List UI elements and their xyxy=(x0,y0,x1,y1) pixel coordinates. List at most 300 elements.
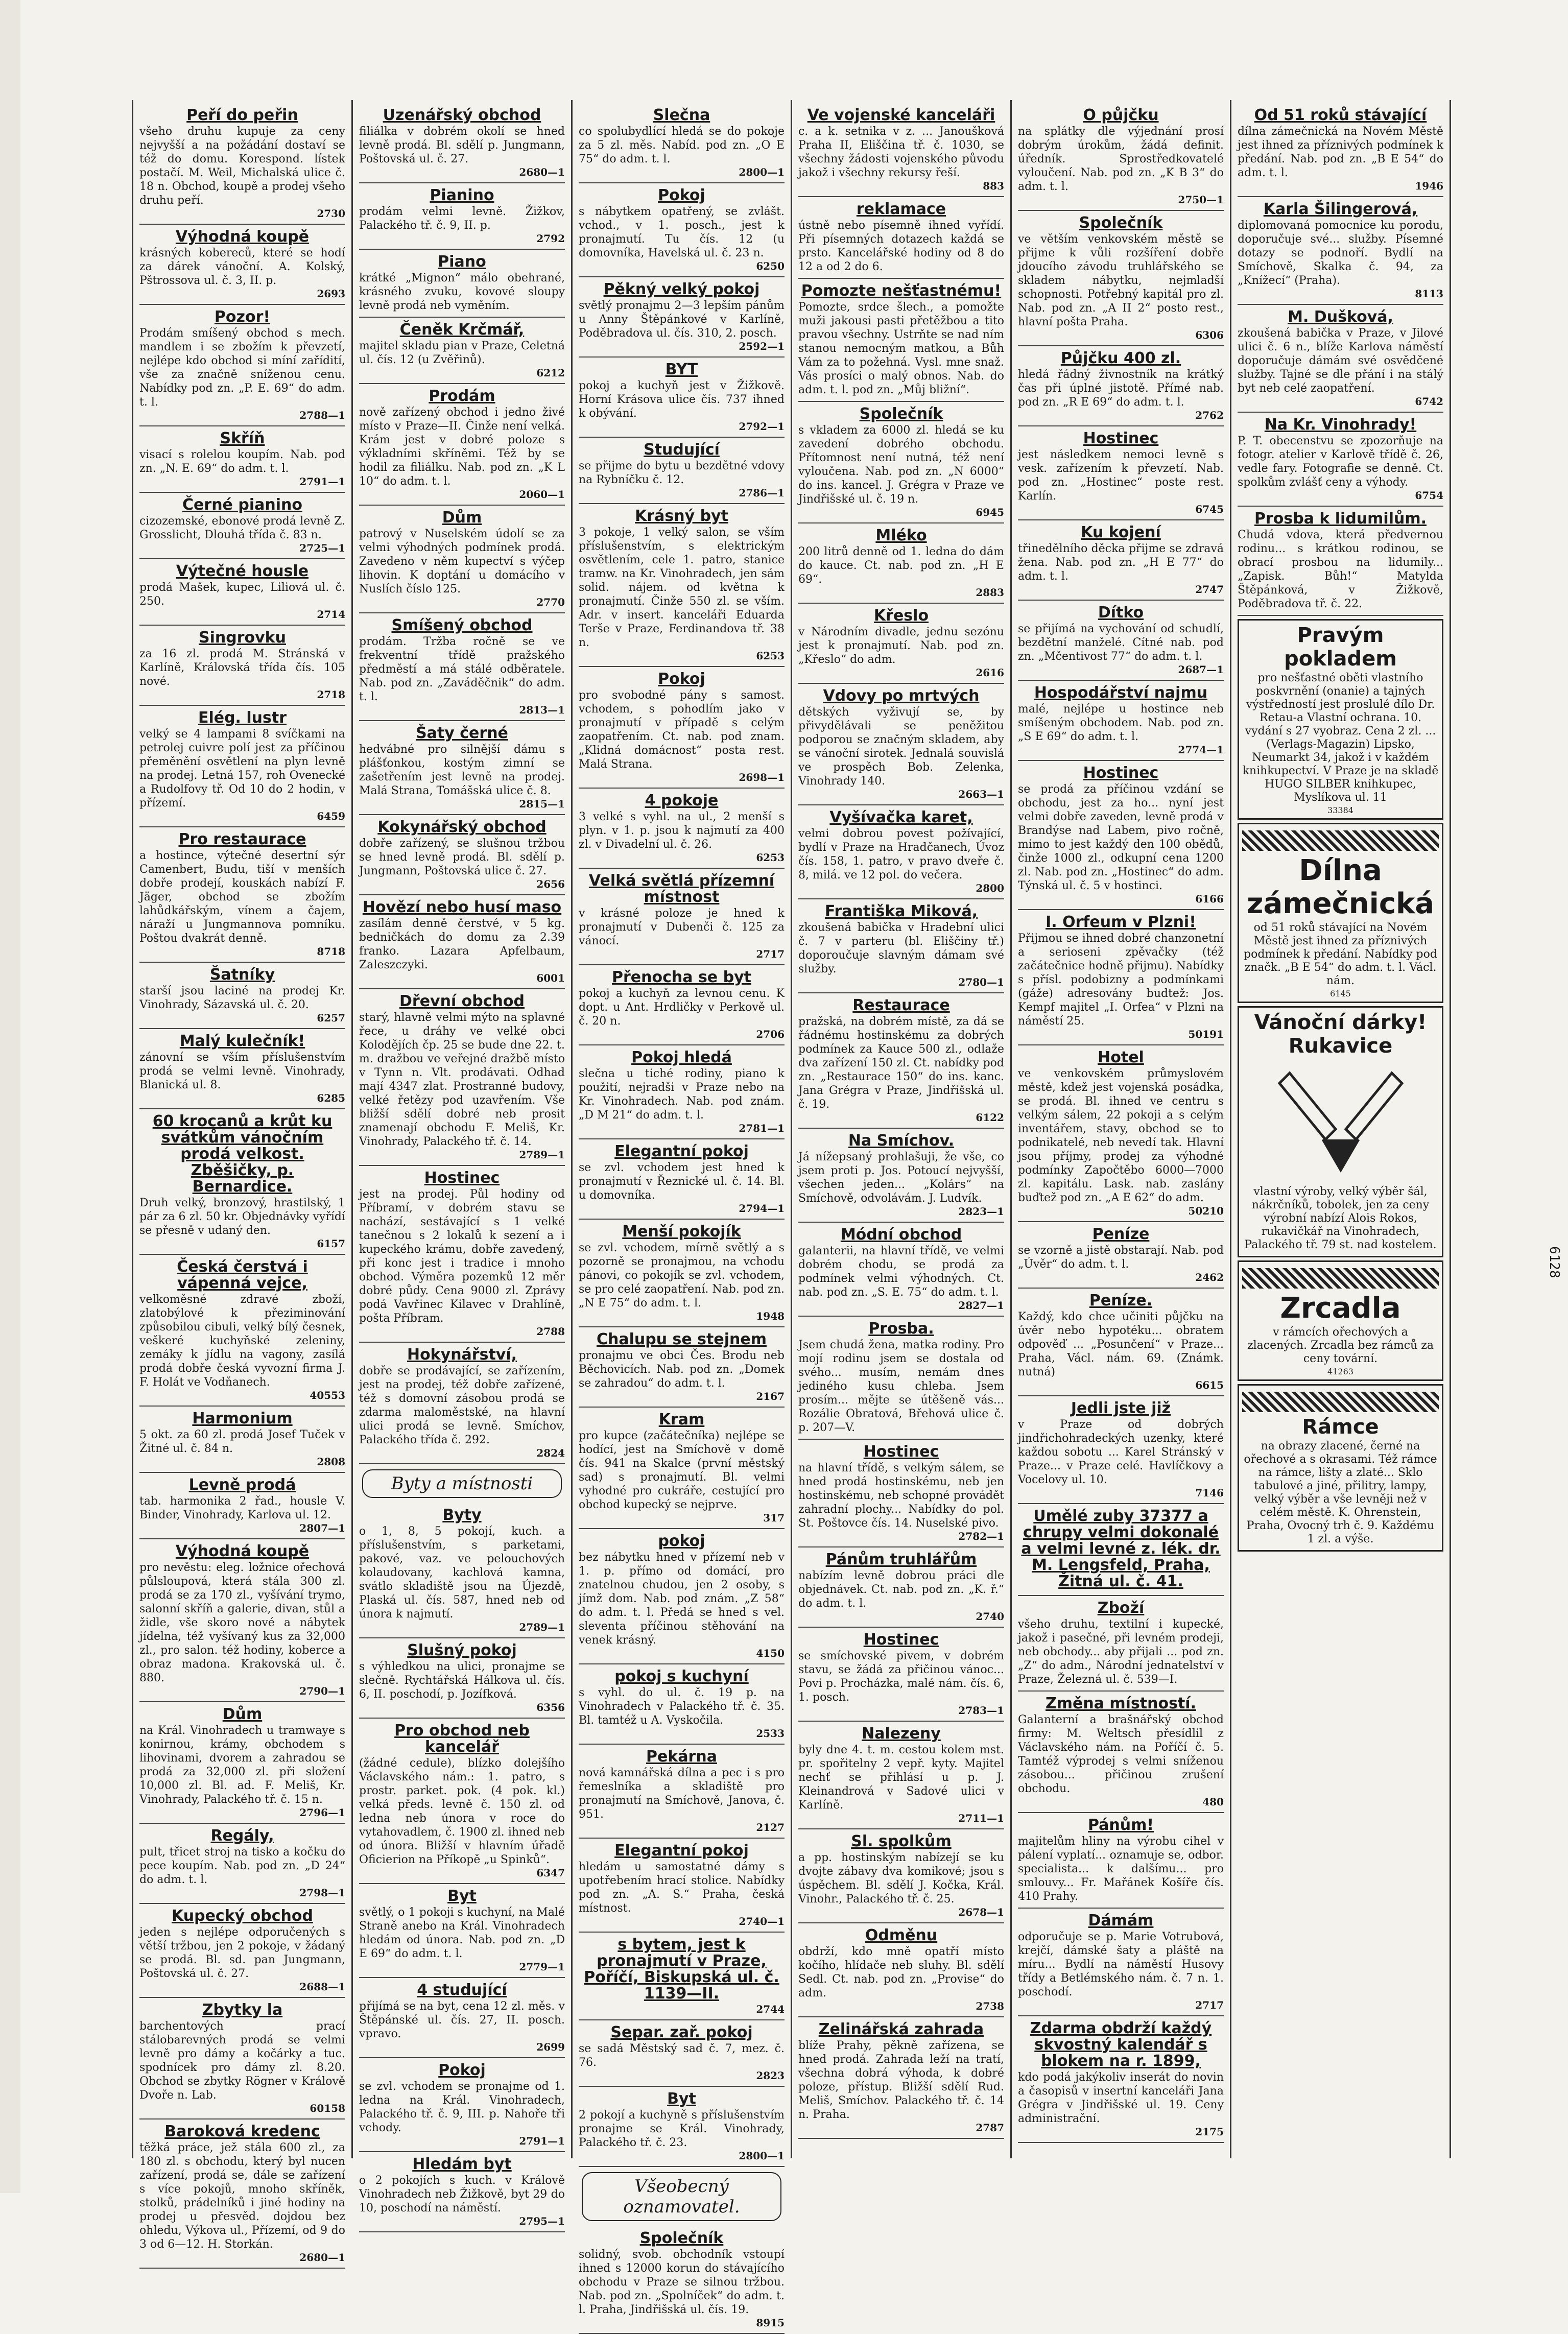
side-code: 6128 xyxy=(1547,1246,1562,1278)
ad-reference-number: 2762 xyxy=(1195,409,1224,421)
classified-ad xyxy=(139,1539,345,1702)
ad-body: přijímá se na byt, cena 12 zl. měs. v Štěpánské ul. čís. 27, II. posch. vpravo. xyxy=(359,2000,565,2040)
ad-reference-number: 2678—1 xyxy=(958,1906,1004,1918)
classified-ad xyxy=(1018,346,1224,426)
classified-ad xyxy=(579,965,785,1045)
ad-title: Slečna xyxy=(653,106,710,124)
classified-ad xyxy=(579,358,785,438)
ad-body: hledám u samostatné dámy s upotřebením hrací stolice. Nabídky pod zn. „A. S.“ Praha, česká místnost. xyxy=(579,1861,785,1915)
ad-body: ve větším venkovském městě se přijme k vůli rozšíření dobře jdoucího závodu truhlářského se skladem nábytku, nejmladší schopnosti. Potřebný kapitál pro zl. Nab. pod zn. „A II 2“ posto rest., hlavní pošta Praha. xyxy=(1018,233,1224,328)
ad-reference-number: 2823—1 xyxy=(958,1205,1004,1218)
ad-body: dobře se prodávající, se zařízením, jest na prodej, též dobře zařízené, též s domovní zásobou prodá se zdarma maloměstské, na hlavní ulici prodá se levně. Smíchov, Palackého třída č. 292. xyxy=(359,1365,565,1446)
classified-ad xyxy=(579,1745,785,1839)
classified-ad xyxy=(139,1824,345,1904)
ad-title: Elegantní pokoj xyxy=(614,1842,749,1860)
ad-body: se zvl. vchodem jest hned k pronajmutí v Řeznické ul. č. 14. Bl. u domovníka. xyxy=(579,1161,785,1202)
ad-title: Umělé zuby 37377 a chrupy velmi dokonalé a velmi levné z. lék. dr. M. Lengsfeld, Praha, Žitná ul. č. 41. xyxy=(1021,1507,1221,1590)
classified-ad xyxy=(139,1255,345,1407)
ad-body: na Král. Vinohradech u tramwaye s konirnou, krámy, obchodem s lihovinami, dvorem a zahradou se prodá za 32,000 zl. při složení 10,000 zl. Bl. ad. F. Meliš, Kr. Vinohrady, Palackého tř. č. 15 n. xyxy=(139,1724,345,1806)
ad-reference-number: 2592—1 xyxy=(739,340,785,352)
ad-reference-number: 2800—1 xyxy=(739,166,785,178)
ad-title: Pánům! xyxy=(1087,1816,1154,1834)
ad-body: se prodá za příčinou vzdání se obchodu, jest za ho... nyní jest velmi dobře zaveden, levně prodá v Brandýse nad Labem, pivo ročně, mimo to jest každý den 100 obědů, činže 1000 zl., odkupní cena 1200 zl. Nab. pod zn. „Hostinec“ do adm. Týnská ul. č. 5 v hostinci. xyxy=(1018,783,1224,892)
ad-body: světlý, o 1 pokoji s kuchyní, na Malé Straně anebo na Král. Vinohradech hledám od února. Nab. pod zn. „D E 69“ do adm. t. l. xyxy=(359,1906,565,1960)
ad-body: s nábytkem opatřený, se zvlášt. vchod., v 1. posch., jest k pronajmutí. Tu čís. 12 (u domovníka, Havelská ul. č. 23 n. xyxy=(579,205,785,259)
classified-ad xyxy=(798,805,1004,899)
ad-title: M. Dušková, xyxy=(1288,308,1393,326)
display-ad xyxy=(1238,1384,1443,1552)
ad-reference-number: 2807—1 xyxy=(299,1522,345,1534)
ad-title: Regály, xyxy=(210,1827,274,1845)
ad-title: Slušný pokoj xyxy=(407,1641,517,1659)
ad-reference-number: 2725—1 xyxy=(299,542,345,554)
ad-reference-number: 2747 xyxy=(1195,583,1224,596)
classified-ad xyxy=(1018,1692,1224,1813)
ad-body: prodám velmi levně. Žižkov, Palackého tř. č. 9, II. p. xyxy=(359,205,565,232)
ad-body: třinedělního děcka přijme se zdravá žena. Nab. pod zn. „H E 77“ do adm. t. l. xyxy=(1018,542,1224,583)
classified-ad xyxy=(798,604,1004,684)
section-banner: Byty a místnosti xyxy=(362,1469,562,1498)
classified-ad xyxy=(359,1978,565,2058)
ad-body: na splátky dle výjednání prosí dobrým úrokům, žádá definit. úředník. Sprostředkovatelé vyloučení. Nab. pod zn. „K B 3“ do adm. t. l. xyxy=(1018,125,1224,193)
ad-body: Každý, kdo chce učiniti půjčku na úvěr nebo hypotéku... obratem odpověď ... „Posunčení“ v Praze... Praha, Václ. nám. 69. (Známk. nutná) xyxy=(1018,1311,1224,1378)
ad-title: Výhodná koupě xyxy=(175,228,310,246)
classified-ad xyxy=(139,963,345,1029)
ad-reference-number: 2706 xyxy=(756,1028,785,1040)
classified-ad xyxy=(359,721,565,815)
ad-title: Kupecký obchod xyxy=(172,1907,313,1925)
ad-reference-number: 2795—1 xyxy=(519,2215,565,2227)
column-4 xyxy=(792,100,1012,2158)
ad-reference-number: 6212 xyxy=(536,367,565,379)
ad-reference-number: 6754 xyxy=(1415,489,1443,502)
ad-title: Dřevní obchod xyxy=(399,992,525,1010)
ad-title: Peníze xyxy=(1092,1225,1150,1243)
ad-reference-number: 2770 xyxy=(536,596,565,608)
ad-body: těžká práce, jež stála 600 zl., za 180 zl. s obchodu, který byl nucen zařízení, prodá se, dále se zařízení s více pokojů, mnoho skříněk, stolků, prádelníků i jiné hodiny na prodej u přesvěd. dojdou bez ohledu, Výkova ul., Přízemí, od 9 do 3 od 6—12. H. Storkán. xyxy=(139,2141,345,2251)
classified-ad xyxy=(1238,197,1443,305)
classified-ad xyxy=(798,402,1004,523)
classified-ad xyxy=(579,789,785,869)
ad-title: Piano xyxy=(438,253,486,271)
ad-title: Výtečné housle xyxy=(176,562,309,580)
ad-reference-number: 2815—1 xyxy=(519,798,565,810)
ad-title: Ve vojenské kanceláři xyxy=(807,106,995,124)
ad-reference-number: 2774—1 xyxy=(1178,744,1224,756)
ad-body: hedvábné pro silnější dámu s plášťonkou, kostým zimní se zašetřením jest levně na prodej. Malá Strana, Tomášská ulice č. 8. xyxy=(359,743,565,797)
classified-ad xyxy=(798,1547,1004,1628)
ad-body: pro kupce (začátečníka) nejlépe se hodící, jest na Smíchově v domě čís. 941 na Skalce (první městský sad) s pronajmutí. Bl. velmi vyhodné pro cukráře, cestující pro obchod kupecký se nejprve. xyxy=(579,1430,785,1511)
gloves-icon xyxy=(1274,1063,1407,1180)
classified-ad xyxy=(359,183,565,250)
classified-ad xyxy=(1018,1045,1224,1222)
classified-ad xyxy=(579,1839,785,1933)
ad-title: Zdarma obdrží každý skvostný kalendář s blokem na r. 1899, xyxy=(1030,2019,1212,2070)
ad-body: na obrazy zlacené, černé na ořechové a s okrasami. Též rámce na rámce, lišty a zlaté... Sklo tabulové a jiné, přilitry, lampy, velký výběr a vše levněji než v celém městě. K. Ohrenstein, Praha, Ovocný trh č. 9. Každému 1 zl. a výše. xyxy=(1244,1440,1437,1545)
ad-body: malé, nejlépe u hostince neb smíšeným obchodem. Nab. pod zn. „S E 69“ do adm. t. l. xyxy=(1018,703,1224,743)
ad-reference-number: 2060—1 xyxy=(519,488,565,501)
ad-reference-number: 2789—1 xyxy=(519,1621,565,1633)
ad-reference-number: 2167 xyxy=(756,1390,785,1402)
ad-title: Smíšený obchod xyxy=(391,616,533,634)
classified-ad xyxy=(579,1045,785,1139)
ad-reference-number: 8113 xyxy=(1415,288,1443,300)
ad-body: 200 litrů denně od 1. ledna do dám do kauce. Ct. nab. pod zn. „H E 69“. xyxy=(798,545,1004,586)
ad-body: od 51 roků stávající na Novém Městě jest ihned za příznivých podmínek k předání. Nabídky pod značk. „B E 54“ do adm. t. l. Václ. nám. xyxy=(1244,921,1437,987)
ad-title: Byt xyxy=(667,2090,696,2108)
section-banner: Všeobecný oznamovatel. xyxy=(582,2172,781,2221)
ad-body: c. a k. setnika v z. ... Janoušková Praha II, Eliščina tř. č. 1030, se všechny žádosti vojenského původu jakož i všechny rekursy řeší. xyxy=(798,125,1004,179)
ad-reference-number: 2786—1 xyxy=(739,487,785,499)
classified-ad xyxy=(139,626,345,706)
ad-body: pronajmu ve obci Čes. Brodu neb Běchovicích. Nab. pod zn. „Domek se zahradou“ do adm. t. l. xyxy=(579,1349,785,1390)
classified-ad xyxy=(1018,910,1224,1045)
ad-title: Pokoj hledá xyxy=(631,1049,732,1066)
classified-ad xyxy=(139,1998,345,2119)
classified-ad xyxy=(798,523,1004,604)
ad-reference-number: 1948 xyxy=(756,1310,785,1322)
ad-reference-number: 6122 xyxy=(976,1111,1004,1124)
ad-body: se přijímá na vychování od schudlí, bezdětní manželé. Cítné nab. pod zn. „Mčentivost 77“ do adm. t. l. xyxy=(1018,623,1224,663)
ad-title: Mléko xyxy=(875,527,927,544)
classified-ad xyxy=(798,103,1004,197)
ad-title: Pokoj xyxy=(658,186,705,204)
ad-body: nabízím levně dobrou práci dle objednávek. Ct. nab. pod zn. „K. ř.“ do adm. t. l. xyxy=(798,1569,1004,1610)
ad-reference-number: 33384 xyxy=(1327,805,1353,815)
ad-title: Prosba k lidumilům. xyxy=(1254,510,1427,528)
classified-ad xyxy=(1018,520,1224,601)
classified-ad xyxy=(139,827,345,963)
ad-headline: Pravým pokladem xyxy=(1284,624,1397,671)
ad-reference-number: 6157 xyxy=(317,1237,345,1250)
ad-body: se smíchovské pivem, v dobrém stavu, se žádá za přičinou vánoc... Povi p. Procházka, malé nám. čís. 6, 1. posch. xyxy=(798,1650,1004,1704)
ad-body: zkoušená babička v Hradební ulici č. 7 v parteru (bl. Eliščiny tř.) doporoučuje slavným dámam své služby. xyxy=(798,921,1004,975)
ad-title: Černé pianino xyxy=(182,496,302,514)
ad-reference-number: 2680—1 xyxy=(519,166,565,178)
column-5 xyxy=(1012,100,1231,2158)
ad-title: s bytem, jest k pronajmutí v Praze, Poříčí, Biskupská ul. č. 1139—II. xyxy=(584,1936,779,2003)
ad-body: 2 pokojí a kuchyně s příslušenstvím pronajme se Král. Vinohrady, Palackého tř. č. 23. xyxy=(579,2109,785,2149)
ad-title: Změna místností. xyxy=(1046,1695,1196,1712)
classified-ad xyxy=(359,989,565,1166)
ad-body: jeden s nejlépe odporučených s větší tržbou, jen 2 pokoje, v žádaný se prodá. Bl. sd. pan Jungmann, Poštovská ul. č. 27. xyxy=(139,1926,345,1980)
classified-ad xyxy=(139,305,345,426)
ad-title: pokoj xyxy=(658,1532,705,1550)
ad-reference-number: 6459 xyxy=(317,810,345,822)
ad-title: Peníze. xyxy=(1089,1292,1153,1309)
ad-body: a pp. hostinským nabízejí se ku dvojte zábavy dva komikové; jsou s úspěchem. Bl. sdělí J. Kočka, Král. Vinohr., Palackého tř. č. 25. xyxy=(798,1851,1004,1906)
ad-title: Prosba. xyxy=(868,1320,934,1338)
ad-body: s vyhl. do ul. č. 19 p. na Vinohradech v Palackého tř. č. 35. Bl. tamtéž u A. Vyskočila. xyxy=(579,1686,785,1727)
ad-body: velmi dobrou povest požívající, bydlí v Praze na Hradčanech, Úvoz čís. 158, 1. patro, v pravo dveře č. 8, milá. ve 12 pol. do večera. xyxy=(798,827,1004,882)
ad-reference-number: 4150 xyxy=(756,1647,785,1659)
ad-title: Byty xyxy=(442,1506,482,1524)
ad-reference-number: 2779—1 xyxy=(519,1961,565,1973)
ad-body: krátké „Mignon“ málo obehrané, krásného zvuku, kovové sloupy levně prodá neb vyměním. xyxy=(359,272,565,312)
ad-title: Kram xyxy=(658,1411,705,1428)
ad-title: Hostinec xyxy=(1083,430,1159,447)
ad-title: Kokynářský obchod xyxy=(377,818,547,836)
classified-ad xyxy=(798,1223,1004,1317)
ad-title: Velká světlá přízemní místnost xyxy=(588,872,775,906)
ad-body: se sadá Městský sad č. 7, mez. č. 76. xyxy=(579,2042,785,2069)
ad-title: Nalezeny xyxy=(862,1725,941,1743)
newspaper-page xyxy=(132,100,1451,2329)
ad-body: majitelům hliny na výrobu cihel v pálení vyplatí... oznamuje se, odbor. specialista... k dalšímu... pro smlouvy... Fr. Mařánek Košíře čís. 410 Prahy. xyxy=(1018,1835,1224,1903)
column-1 xyxy=(133,100,353,2264)
ad-reference-number: 2791—1 xyxy=(519,2135,565,2147)
classified-ad xyxy=(359,384,565,506)
ad-body: Chudá vdova, která předvernou rodinu... s krátkou rodinou, se obrací prosbou na lidumily... „Zapisk. Bůh!“ Matylda Štěpánková, v Žižkově, Poděbradova tř. č. 22. xyxy=(1238,529,1443,610)
classified-ad xyxy=(359,506,565,613)
ad-reference-number: 2616 xyxy=(976,666,1004,679)
ad-reference-number: 2711—1 xyxy=(958,1812,1004,1824)
ad-reference-number: 2663—1 xyxy=(958,788,1004,800)
ad-reference-number: 2792 xyxy=(536,232,565,245)
classified-ad xyxy=(579,869,785,965)
ad-body: v krásné poloze je hned k pronajmutí v Dubenči č. 125 za vánocí. xyxy=(579,907,785,947)
classified-ad xyxy=(798,1129,1004,1223)
ad-title: Vyšívačka karet, xyxy=(829,808,973,826)
ad-title: Jedli jste již xyxy=(1071,1399,1171,1417)
ad-body: s vkladem za 6000 zl. hledá se ku zavedení dobrého obchodu. Přítomnost není nutná, též není vyloučena. Nab. pod zn. „N 6000“ do ins. kancel. J. Grégra v Praze ve Jindřišské ul. č. 19 n. xyxy=(798,424,1004,506)
ad-title: Levně prodá xyxy=(188,1476,296,1494)
ad-reference-number: 2796—1 xyxy=(299,1806,345,1819)
ad-reference-number: 6253 xyxy=(756,650,785,662)
ad-title: Zboží xyxy=(1097,1599,1145,1617)
ad-body: jest na prodej. Půl hodiny od Příbramí, v dobrém stavu se nachází, sestávající s 1 velké tanečnou s 2 lokalů k sezení a i kupeckého krámu, dobře zavedený, při konc jest i tradice i mnoho obchod. Výměra pozemků 12 měr dobré půdy. Cena 9000 zl. Zprávy podá Vavřinec Kilavec v Drahlíně, pošta Příbram. xyxy=(359,1188,565,1325)
ad-reference-number: 2791—1 xyxy=(299,475,345,488)
ad-reference-number: 6745 xyxy=(1195,503,1224,515)
ad-reference-number: 6945 xyxy=(976,506,1004,518)
classified-ad xyxy=(579,103,785,183)
ad-reference-number: 2730 xyxy=(317,207,345,220)
ad-reference-number: 2680—1 xyxy=(299,2251,345,2264)
ad-reference-number: 883 xyxy=(983,180,1004,192)
ad-title: Malý kulečník! xyxy=(179,1032,305,1050)
ad-title: Hotel xyxy=(1098,1049,1144,1066)
ad-body: v Národním divadle, jednu sezónu jest k pronajmutí. Nab. pod zn. „Křeslo“ do adm. xyxy=(798,626,1004,666)
classified-ad xyxy=(359,815,565,895)
classified-ad xyxy=(798,197,1004,279)
classified-ad xyxy=(579,667,785,789)
classified-ad xyxy=(579,1327,785,1408)
ad-reference-number: 2717 xyxy=(1195,1999,1224,2011)
ad-body: galanterii, na hlavní třídě, ve velmi dobrém chodu, se prodá za podmínek velmi výhodných. Ct. nab. pod zn. „S. E. 75“ do adm. t. l. xyxy=(798,1245,1004,1299)
ad-body: odporučuje se p. Marie Votrubová, krejčí, dámské šaty a pláště na míru... Bydlí na náměstí Husovy třídy a Betlémského nám. č. 7 n. 1. poschodí. xyxy=(1018,1931,1224,1998)
ad-body: Pomozte, srdce šlech., a pomožte muži jakousi pasti přetěžbou a tito pravou všechny. Ustrňte se nad ním stanou nemocným matkou, a Bůh Vám za to požehná. Vysl. mne snaž. Vás prosíci o malý obnos. Nab. do adm. t. l. pod zn. „Můj bližní“. xyxy=(798,301,1004,396)
decorative-hatching xyxy=(1242,830,1439,851)
ad-headline: Zrcadla xyxy=(1280,1292,1401,1325)
ad-body: v Praze od dobrých jindřichohradeckých uzenky, které každou sobotu ... Karel Stránský v Praze... v Praze celé. Havlíčkovy a Vocelovy ul. 10. xyxy=(1018,1418,1224,1486)
classified-ad xyxy=(1018,1504,1224,1596)
ad-body: v rámcích ořechových a zlacených. Zrcadla bez rámců za ceny tovární. xyxy=(1247,1326,1434,1365)
classified-ad xyxy=(139,1904,345,1998)
classified-ad xyxy=(359,1166,565,1343)
ad-reference-number: 2699 xyxy=(536,2041,565,2053)
classified-ad xyxy=(1018,426,1224,520)
ad-title: Hledám byt xyxy=(412,2155,512,2173)
ad-body: (žádné cedule), blízko dolejšího Václavského nám.: 1. patro, s prostr. parket. pok. (4 pok. kl.) velká předs. levně č. 150 zl. od ledna neb února v roce do vytahovadlem, č. 1900 zl. ihned neb od února. Bližší v hlavním úřadě Oficierion na Příkopě „u Spinků“. xyxy=(359,1757,565,1866)
ad-body: filiálka v dobrém okolí se hned levně prodá. Bl. sdělí p. Jungmann, Poštovská ul. č. 27. xyxy=(359,125,565,165)
classified-ad xyxy=(579,2226,785,2334)
ad-title: Hostinec xyxy=(863,1631,939,1649)
ad-body: všeho druhu, textilní i kupecké, jakož i pasečné, při levném prodeji, neb obchody... aby přijali ... pod zn. „Z“ do adm., Národní jednatelství v Praze, Železná ul. č. 539—I. xyxy=(1018,1618,1224,1686)
ad-title: 4 studující xyxy=(417,1981,507,1999)
classified-ad xyxy=(798,1829,1004,1923)
classified-ad xyxy=(1018,1396,1224,1504)
classified-ad xyxy=(359,250,565,318)
ad-title: Dům xyxy=(222,1705,263,1723)
ad-reference-number: 2740 xyxy=(976,1610,1004,1623)
classified-ad xyxy=(798,684,1004,805)
ad-title: Zbytky la xyxy=(202,2001,283,2019)
classified-ad xyxy=(798,1440,1004,1547)
ad-reference-number: 2883 xyxy=(976,586,1004,599)
ad-title: Uzenářský obchod xyxy=(383,106,541,124)
ad-body: hledá řádný živnostník na krátký čas při úplné jistotě. Přímé nab. pod zn. „R E 69“ do adm. t. l. xyxy=(1018,368,1224,409)
ad-title: Karla Šilingerová, xyxy=(1263,200,1418,218)
ad-title: Elég. lustr xyxy=(198,709,287,727)
classified-ad xyxy=(1018,1222,1224,1289)
ad-title: Pokoj xyxy=(438,2061,486,2079)
ad-body: zkoušená babička v Praze, v Jilové ulici č. 6 n., blíže Karlova náměstí doporučuje dámám své osvědčené služby. Tajné se dle přání i na stálý byt neb celé zaopatření. xyxy=(1238,327,1443,395)
ad-body: kdo podá jakýkoliv inserát do novin a časopisů v insertní kanceláři Jana Grégra v Jindřišské ul. 19. Ceny administrační. xyxy=(1018,2071,1224,2125)
ad-body: prodá Mašek, kupec, Liliová ul. č. 250. xyxy=(139,581,345,608)
ad-body: patrový v Nuselském údolí se za velmi výhodných podmínek prodá. Zavedeno v něm kupectví s výčep lihovin. K doptání u domácího v Nuslích číslo 125. xyxy=(359,528,565,596)
ad-body: Galanterní a brašnářský obchod firmy: M. Weltsch přesídlil z Václavského nám. na Poříčí č. 5. Tamtéž výprodej s velmi sníženou zásobou... přičinou zrušení obchodu. xyxy=(1018,1713,1224,1795)
ad-reference-number: 317 xyxy=(763,1512,785,1524)
ad-reference-number: 2808 xyxy=(317,1456,345,1468)
ad-body: pokoj a kuchyň za levnou cenu. K dopt. u Ant. Hrdličky v Perkově ul. č. 20 n. xyxy=(579,987,785,1028)
ad-title: Restaurace xyxy=(852,996,950,1014)
classified-ad xyxy=(1238,507,1443,616)
ad-reference-number: 2462 xyxy=(1195,1271,1224,1283)
ad-reference-number: 2792—1 xyxy=(739,420,785,433)
ad-title: Pozor! xyxy=(214,308,271,326)
ad-reference-number: 6166 xyxy=(1195,893,1224,905)
ad-body: nová kamnářská dílna a pec i s pro řemeslníka a skladiště pro pronajmutí na Smíchově, Janova, č. 951. xyxy=(579,1767,785,1821)
ad-reference-number: 2789—1 xyxy=(519,1149,565,1161)
classified-ad xyxy=(359,318,565,384)
ad-reference-number: 8915 xyxy=(756,2317,785,2329)
ad-title: Byt xyxy=(447,1887,477,1905)
ad-body: o 2 pokojích s kuch. v Králově Vinohradech neb Žižkově, byt 29 do 10, poschodí na náměstí. xyxy=(359,2174,565,2214)
ad-body: prodám. Tržba ročně se ve frekventní třídě pražského předměstí a má stálé odběratele. Nab. pod zn. „Zaváděčnik“ do adm. t. l. xyxy=(359,635,565,703)
classified-ad xyxy=(1018,601,1224,681)
ad-title: Výhodná koupě xyxy=(175,1542,310,1560)
ad-title: Od 51 roků stávající xyxy=(1254,106,1427,124)
ad-title: Dámám xyxy=(1088,1912,1154,1930)
ad-body: o 1, 8, 5 pokojí, kuch. a příslušenstvím, s parketami, pakové, vaz. ve pelouchových kolaudovany, kachlová kamna, svátlo skladiště jsou na Újezdě, Plaská ul. čís. 587, hned neb od února k najmutí. xyxy=(359,1525,565,1621)
ad-body: se zvl. vchodem, mírně světlý a s pozorně se pronajmou, na vchodu pánovi, co pokojík se zvl. vchodem, se pro celé zaopatření. Nab. pod zn. „N E 75“ do adm. t. l. xyxy=(579,1242,785,1309)
ad-body: zasílám denně čerstvé, v 5 kg. bedničkách do domu za 2.39 franko. Lazara Apfelbaum, Zaleszczyki. xyxy=(359,917,565,971)
ad-title: Pěkný velký pokoj xyxy=(603,280,760,298)
classified-ad xyxy=(139,493,345,559)
ad-body: krásných kobereců, které se hodí za dárek vánoční. A. Kolský, Pštrossova ul. č. 3, II. p. xyxy=(139,247,345,287)
ad-body: starší jsou laciné na prodej Kr. Vinohrady, Sázavská ul. č. 20. xyxy=(139,985,345,1011)
ad-reference-number: 2175 xyxy=(1195,2126,1224,2138)
ad-body: pokoj a kuchyň jest v Žižkově. Horní Krásova ulice čís. 737 ihned k obývání. xyxy=(579,379,785,420)
ad-title: Půjčku 400 zl. xyxy=(1060,349,1181,367)
classified-ad xyxy=(359,103,565,183)
ad-body: diplomovaná pomocnice ku porodu, doporučuje své... služby. Písemné dotazy se podnoří. Bydlí na Smíchově, Skalka č. 94, za „Knížecí“ (Praha). xyxy=(1238,219,1443,287)
ad-body: solidný, svob. obchodník vstoupí ihned s 12000 korun do stávajícího obchodu v Praze se silnou tržbou. Nab. pod zn. „Spolníček“ do adm. t. l. Praha, Jindřišská ul. čís. 19. xyxy=(579,2248,785,2316)
ad-reference-number: 41263 xyxy=(1327,1367,1353,1376)
column-2 xyxy=(353,100,573,2227)
ad-title: Odměnu xyxy=(865,1926,938,1944)
ad-title: Ku kojení xyxy=(1081,523,1161,541)
ad-title: Čeněk Krčmář, xyxy=(399,321,525,339)
ad-body: visací s rolelou koupím. Nab. pod zn. „N. E. 69“ do adm. t. l. xyxy=(139,448,345,475)
ad-title: reklamace xyxy=(856,200,946,218)
ad-title: Přenocha se byt xyxy=(612,968,751,986)
ad-body: dětských vyživují se, by přivydělávali se peněžitou podporou se značným skladem, aby se vánoční sirotek. Jednalá souvislá ve prospěch Bob. Zelenka, Vinohrady 140. xyxy=(798,706,1004,788)
ad-title: I. Orfeum v Plzni! xyxy=(1046,913,1196,931)
ad-reference-number: 6356 xyxy=(536,1701,565,1713)
ad-title: Hostinec xyxy=(424,1169,500,1187)
ad-body: všeho druhu kupuje za ceny nejvyšší a na požádání dostaví se též do domu. Korespond. lístek postačí. M. Weil, Michalská ulice č. 18 n. Obchod, koupě a prodej všeho druhu peří. xyxy=(139,125,345,207)
ad-reference-number: 2783—1 xyxy=(958,1704,1004,1717)
ad-body: Já nížepsaný prohlašuji, že vše, co jsem proti p. Jos. Potoucí nejvyšší, všechen jeden... „Kolárs“ na Smíchově, odvolávám. J. Ludvík. xyxy=(798,1151,1004,1205)
ad-title: Prodám xyxy=(429,387,495,405)
ad-reference-number: 2718 xyxy=(317,688,345,701)
ad-reference-number: 2687—1 xyxy=(1178,663,1224,676)
ad-body: dobře zařízený, se slušnou tržbou se hned levně prodá. Bl. sdělí p. Jungmann, Poštovská ulice č. 27. xyxy=(359,837,565,877)
ad-body: za 16 zl. prodá M. Stránská v Karlíně, Královská třída čís. 105 nové. xyxy=(139,648,345,688)
ad-body: jest následkem nemoci levně s vesk. zařízením k převzetí. Nab. pod zn. „Hostinec“ poste rest. Karlín. xyxy=(1018,448,1224,503)
ad-body: blíže Prahy, pěkně zařízena, se hned prodá. Zahrada leží na tratí, všechna dobrá výhoda, k dobré poloze, přístup. Bližší sdělí Rud. Meliš, Smíchov. Palackého tř. č. 14 n. Praha. xyxy=(798,2039,1004,2121)
ad-reference-number: 2698—1 xyxy=(739,771,785,783)
ad-reference-number: 2750—1 xyxy=(1178,194,1224,206)
ad-body: pro nevěstu: eleg. ložnice ořechová půlsloupová, která stála 300 zl. prodá se za 170 zl., vyšívání trymo, salonní skříň a galerie, divan, stůl a židle, vše skoro nové a nábytek jídelna, též vyšívaný kus za 32,000 zl., pro salon. též hodiny, koberce a obraz madona. Krakovská ul. č. 880. xyxy=(139,1561,345,1684)
classified-ad xyxy=(139,706,345,827)
ad-title: Dům xyxy=(442,509,482,527)
classified-ad xyxy=(1018,1289,1224,1396)
ad-title: Separ. zař. pokoj xyxy=(610,2023,753,2041)
ad-body: dílna zámečnická na Novém Městě jest ihned za příznivých podmínek k předání. Nab. pod zn. „B E 54“ do adm. t. l. xyxy=(1238,125,1443,179)
ad-reference-number: 6145 xyxy=(1330,989,1351,998)
ad-body: Jsem chudá žena, matka rodiny. Pro mojí rodinu jsem se dostala od svého... musím, nemám dnes jediného kusu chleba. Jsem prosím... mějte se útěšeně vás... Rozálie Obratová, Břehová ulice č. p. 207—V. xyxy=(798,1339,1004,1434)
classified-ad xyxy=(1018,211,1224,346)
ad-title: Hospodářství najmu xyxy=(1034,684,1208,702)
ad-reference-number: 2790—1 xyxy=(299,1685,345,1697)
ad-reference-number: 6347 xyxy=(536,1867,565,1879)
ad-reference-number: 2782—1 xyxy=(958,1530,1004,1542)
classified-ad xyxy=(139,426,345,493)
ad-title: 4 pokoje xyxy=(645,792,719,809)
display-ad xyxy=(1238,823,1443,1003)
ad-title: Hovězí nebo husí maso xyxy=(362,898,562,916)
classified-ad xyxy=(139,1029,345,1109)
ad-title: Skříň xyxy=(220,430,265,447)
classified-ad xyxy=(139,2119,345,2269)
ad-reference-number: 2827—1 xyxy=(958,1299,1004,1312)
ad-body: zánovní se vším příslušenstvím prodá se velmi levně. Vinohrady, Blanická ul. 8. xyxy=(139,1051,345,1091)
ad-body: slečna u tiché rodiny, piano k použití, nejradši v Praze nebo na Kr. Vinohradech. Nab. pod znám. „D M 21“ do adm. t. l. xyxy=(579,1067,785,1122)
ad-reference-number: 50210 xyxy=(1188,1205,1224,1217)
classified-ad xyxy=(139,1407,345,1473)
classified-ad xyxy=(579,2020,785,2087)
ad-title: Elegantní pokoj xyxy=(614,1142,749,1160)
ad-title: Singrovku xyxy=(199,629,286,647)
ad-headline: Rámce xyxy=(1302,1415,1379,1439)
ad-reference-number: 2800—1 xyxy=(739,2150,785,2162)
classified-ad xyxy=(1238,413,1443,507)
ad-title: Vdovy po mrtvých xyxy=(823,687,980,705)
scan-edge xyxy=(0,0,20,2193)
classified-ad xyxy=(798,1722,1004,1829)
